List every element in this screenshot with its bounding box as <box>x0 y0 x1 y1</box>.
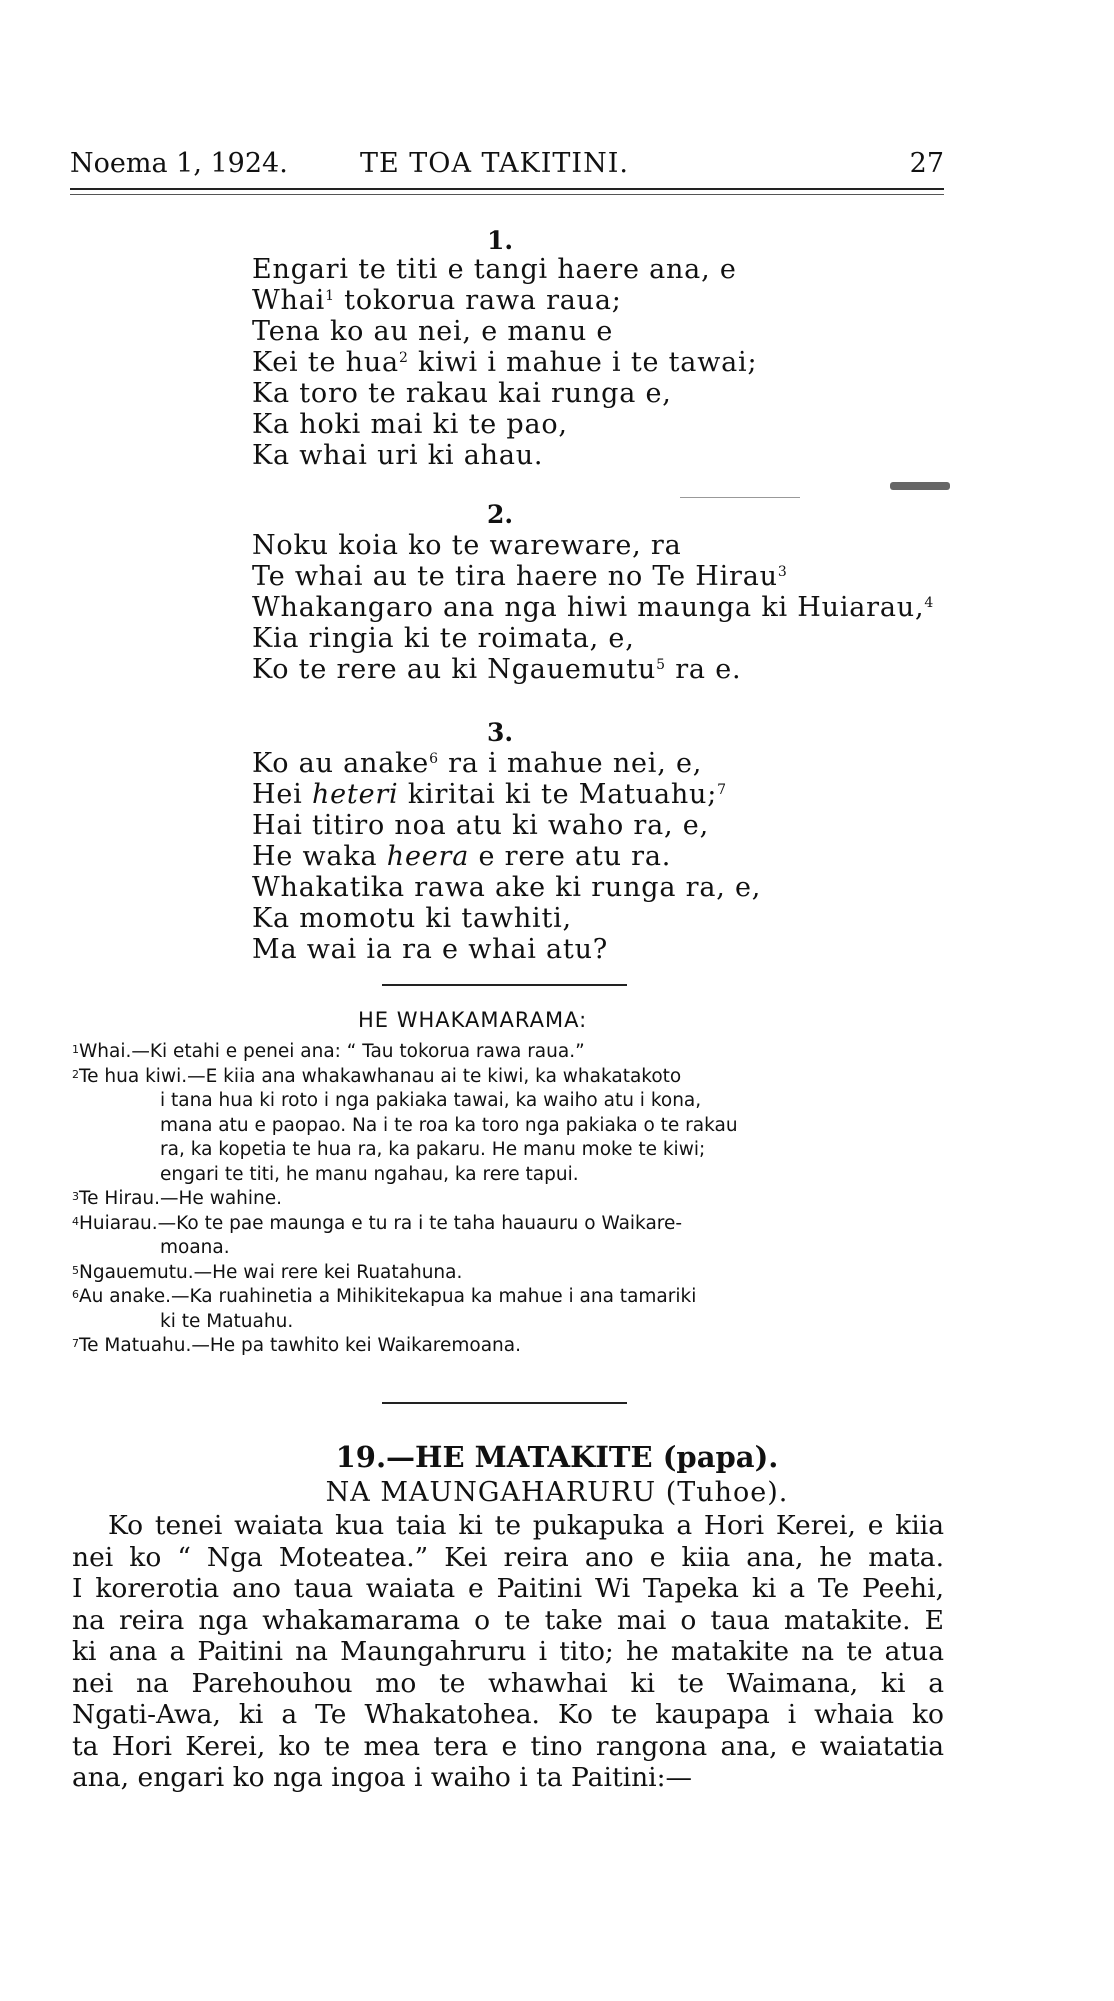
paragraph-line: nei ko “ Nga Moteatea.” Kei reira ano e kiia ana, he mata. <box>72 1541 944 1573</box>
section-subtitle: NA MAUNGAHARURU (Tuhoe). <box>325 1477 789 1508</box>
footnote-text: Te hua kiwi.—E kiia ana whakawhanau ai te kiwi, ka whakatakoto <box>79 1065 682 1087</box>
verse-text-cont: kiritai ki te Matuahu; <box>398 779 718 810</box>
verse-text: Ka momotu ki tawhiti, <box>252 903 572 934</box>
verse-line <box>252 623 934 654</box>
footnote-line <box>72 1040 946 1065</box>
footnote-text: Te Hirau.—He wahine. <box>79 1188 283 1209</box>
print-mark <box>890 482 950 490</box>
header-date: Noema 1, 1924. <box>70 148 288 179</box>
verse-italic: heera <box>386 841 470 872</box>
paragraph-line: ta Hori Kerei, ko te mea tera e tino rangona ana, e waiatatia <box>72 1730 944 1762</box>
verse-line <box>252 378 757 409</box>
verse-line <box>252 934 761 965</box>
footnote-text: Te Matuahu.—He pa tawhito kei Waikaremoana. <box>79 1335 522 1356</box>
paragraph-line: ana, engari ko nga ingoa i waiho i ta Paitini:— <box>72 1762 693 1793</box>
verse-text: Ka hoki mai ki te pao, <box>252 409 568 440</box>
header-title: TE TOA TAKITINI. <box>360 148 629 179</box>
section-paragraph <box>72 1510 944 1794</box>
footnote-text: Huiarau.—Ko te pae maunga e tu ra i te taha hauauru o Waikare- <box>79 1212 683 1234</box>
footnotes <box>72 1040 946 1359</box>
footnote-number: 1 <box>72 1043 79 1056</box>
footnote-ref: 3 <box>777 564 788 580</box>
separator-rule-2 <box>382 1402 627 1404</box>
footnote-number: 2 <box>72 1067 79 1081</box>
verse-line <box>252 347 757 378</box>
verse-line <box>252 316 757 347</box>
verse-number-1: 1. <box>487 226 514 255</box>
verse-text: Engari te titi e tangi haere ana, e <box>252 254 737 285</box>
footnote-number: 5 <box>72 1263 79 1277</box>
verse-line <box>252 440 757 471</box>
footnote <box>72 1285 946 1334</box>
verse-line <box>252 409 757 440</box>
page-number: 27 <box>909 148 944 179</box>
footnote-line-cont <box>72 1114 946 1139</box>
footnote-line <box>72 1334 946 1359</box>
footnote-ref: 7 <box>717 782 727 798</box>
footnote-line-cont <box>72 1089 946 1114</box>
footnote <box>72 1187 946 1212</box>
footnote-line <box>72 1261 946 1286</box>
footnote-number: 6 <box>72 1288 79 1301</box>
footnote-ref: 2 <box>398 350 409 366</box>
footnote-text: ra, ka kopetia te hua ra, ka pakaru. He manu moke te kiwi; <box>160 1139 706 1160</box>
footnote <box>72 1334 946 1359</box>
verse-italic: heteri <box>311 779 399 810</box>
verse-line <box>252 592 934 623</box>
footnote-line-cont <box>72 1138 946 1163</box>
verse-text: Ko au anake <box>252 748 430 779</box>
footnote-text: moana. <box>160 1237 230 1258</box>
header-rule <box>70 188 944 190</box>
footnote-line-cont <box>72 1310 946 1335</box>
verse-text: He waka <box>252 841 387 872</box>
footnote-text: Ngauemutu.—He wai rere kei Ruatahuna. <box>79 1261 463 1283</box>
verse-text: Kia ringia ki te roimata, e, <box>252 623 635 654</box>
header-rule-thin <box>70 194 944 195</box>
verse-1 <box>252 254 757 471</box>
footnote-text: Whai.—Ki etahi e penei ana: “ Tau tokorua rawa raua.” <box>79 1041 585 1062</box>
footnote-text: engari te titi, he manu ngahau, ka rere tapui. <box>160 1163 579 1185</box>
footnote-number: 4 <box>72 1214 79 1228</box>
verse-text: Ko te rere au ki Ngauemutu <box>252 654 657 685</box>
print-mark-line <box>680 497 800 498</box>
verse-text: Hai titiro noa atu ki waho ra, e, <box>252 810 709 841</box>
verse-line <box>252 530 934 561</box>
verse-text-cont: e rere atu ra. <box>469 841 672 872</box>
verse-text: Kei te hua <box>252 347 399 378</box>
footnote-line <box>72 1285 946 1310</box>
footnote-ref: 1 <box>325 288 335 304</box>
paragraph-line: Ko tenei waiata kua taia ki te pukapuka a Hori Kerei, e kiia <box>108 1510 944 1541</box>
verse-text: Hei <box>252 779 312 810</box>
verse-text: Ka whai uri ki ahau. <box>252 440 544 471</box>
verse-line <box>252 903 761 934</box>
footnote-line-cont <box>72 1236 946 1261</box>
verse-text: Ka toro te rakau kai runga e, <box>252 378 672 409</box>
verse-text-cont: kiwi i mahue i te tawai; <box>408 347 758 378</box>
verse-number-2: 2. <box>487 500 514 529</box>
verse-text: Whakangaro ana nga hiwi maunga ki Huiarau, <box>252 592 925 623</box>
footnote <box>72 1040 946 1065</box>
paragraph-line: Ngati-Awa, ki a Te Whakatohea. Ko te kaupapa i whaia ko <box>72 1699 944 1730</box>
separator-rule <box>382 984 627 986</box>
footnote-line <box>72 1212 946 1237</box>
footnote-ref: 5 <box>656 657 666 673</box>
notes-heading: HE WHAKAMARAMA: <box>358 1008 588 1032</box>
paragraph-line: nei na Parehouhou mo te whawhai ki te Waimana, ki a <box>72 1667 944 1699</box>
verse-line <box>252 285 757 316</box>
footnote-text: Au anake.—Ka ruahinetia a Mihikitekapua ka mahue i ana tamariki <box>79 1286 697 1307</box>
footnote-text: ki te Matuahu. <box>160 1310 294 1332</box>
footnote <box>72 1261 946 1286</box>
paragraph-line: na reira nga whakamarama o te take mai o taua matakite. E <box>72 1604 944 1636</box>
verse-3 <box>252 748 761 965</box>
verse-line <box>252 748 761 779</box>
footnote <box>72 1065 946 1188</box>
verse-line <box>252 654 934 685</box>
verse-line <box>252 841 761 872</box>
verse-line <box>252 872 761 903</box>
verse-text: Whai <box>252 285 326 316</box>
verse-line <box>252 779 761 810</box>
footnote-number: 3 <box>72 1190 79 1203</box>
verse-text: Noku koia ko te wareware, ra <box>252 530 682 561</box>
verse-text-cont: ra i mahue nei, e, <box>438 748 703 779</box>
footnote-ref: 4 <box>924 595 935 611</box>
verse-number-3: 3. <box>487 718 514 747</box>
verse-line <box>252 561 934 592</box>
verse-text: Ma wai ia ra e whai atu? <box>252 934 609 965</box>
verse-text: Whakatika rawa ake ki runga ra, e, <box>252 872 762 903</box>
footnote-ref: 6 <box>429 751 439 767</box>
footnote-text: mana atu e paopao. Na i te roa ka toro nga pakiaka o te rakau <box>160 1114 738 1136</box>
paragraph-line: I korerotia ano taua waiata e Paitini Wi Tapeka ki a Te Peehi, <box>72 1573 944 1604</box>
verse-text: Tena ko au nei, e manu e <box>252 316 614 347</box>
running-header <box>70 148 944 184</box>
verse-2 <box>252 530 934 685</box>
verse-text-cont: ra e. <box>665 654 742 685</box>
footnote-line <box>72 1065 946 1090</box>
verse-line <box>252 254 757 285</box>
verse-text-cont: tokorua rawa raua; <box>334 285 622 316</box>
verse-text: Te whai au te tira haere no Te Hirau <box>252 561 778 592</box>
paragraph-line: ki ana a Paitini na Maungahruru i tito; he matakite na te atua <box>72 1636 944 1667</box>
verse-line <box>252 810 761 841</box>
footnote-number: 7 <box>72 1337 79 1350</box>
footnote-line-cont <box>72 1163 946 1188</box>
footnote-text: i tana hua ki roto i nga pakiaka tawai, ka waiho atu i kona, <box>160 1090 702 1111</box>
section-title: 19.—HE MATAKITE (papa). <box>335 1440 779 1474</box>
footnote <box>72 1212 946 1261</box>
footnote-line <box>72 1187 946 1212</box>
